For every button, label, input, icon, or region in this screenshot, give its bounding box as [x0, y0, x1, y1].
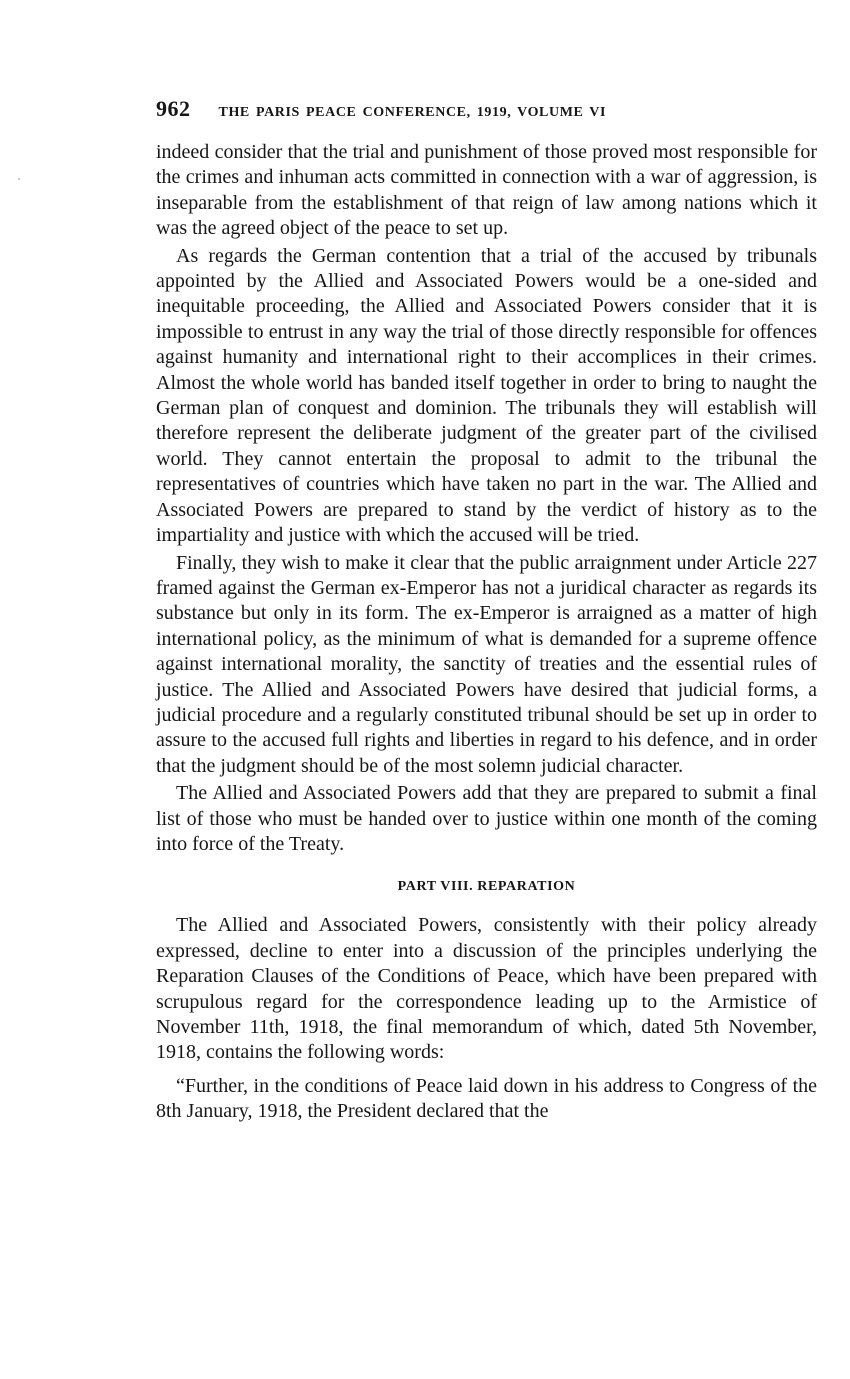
section-title-reparation: PART VIII. REPARATION	[397, 879, 576, 895]
running-head	[156, 96, 817, 126]
page-number: 962	[156, 96, 191, 121]
paragraph-german-contention: As regards the German contention that a trial of the accused by tribunals appointed by the Allied and Associated Powers would be a one-sided and inequitable proceeding, the Allied and Associated Powers consider that it is impossible to entrust in any way the trial of those directly responsible for offences against humanity and international right to their accomplices in their crimes. Almost the whole world has banded itself together in order to bring to naught the German plan of conquest and dominion. The tribunals they will establish will therefore represent the deliberate judgment of the greater part of the civilised world. They cannot entertain the proposal to admit to the tribunal the representatives of countries which have taken no part in the war. The Allied and Associated Powers are prepared to stand by the verdict of history as to the impartiality and justice with which the accused will be tried.	[156, 244, 817, 547]
running-head-title: THE PARIS PEACE CONFERENCE, 1919, VOLUME VI	[218, 105, 607, 120]
paragraph-ex-emperor-arraignment: Finally, they wish to make it clear that the public arraignment under Article 227 framed against the German ex-Emperor has not a juridical character as regards its substance but only in its form. The ex-Emperor is arraigned as a matter of high international policy, as the minimum of what is demanded for a supreme offence against international morality, the sanctity of treaties and the essential rules of justice. The Allied and Associated Powers have desired that judicial forms, a judicial procedure and a regularly constituted tribunal should be set up in order to assure to the accused full rights and liberties in regard to his defence, and in order that the judgment should be of the most solemn judicial character.	[156, 551, 817, 777]
margin-speck	[18, 178, 20, 180]
paragraph-reparation-principles: The Allied and Associated Powers, consistently with their policy already expressed, decline to enter into a discussion of the principles underlying the Reparation Clauses of the Conditions of Peace, which have been prepared with scrupulous regard for the correspondence leading up to the Armistice of November 11th, 1918, the final memorandum of which, dated 5th November, 1918, contains the following words:	[156, 914, 817, 1064]
paragraph-quotation: “Further, in the conditions of Peace laid down in his address to Congress of the 8th January, 1918, the President declared that the	[156, 1074, 817, 1123]
paragraph-final-list: The Allied and Associated Powers add that they are prepared to submit a final list of those who must be handed over to justice within one month of the coming into force of the Treaty.	[156, 782, 817, 855]
document-page	[156, 96, 817, 1127]
paragraph-continuation: indeed consider that the trial and punishment of those proved most responsible for the crimes and inhuman acts committed in connection with a war of aggression, is inseparable from the establishment of that reign of law among nations which it was the agreed object of the peace to set up.	[156, 141, 817, 240]
